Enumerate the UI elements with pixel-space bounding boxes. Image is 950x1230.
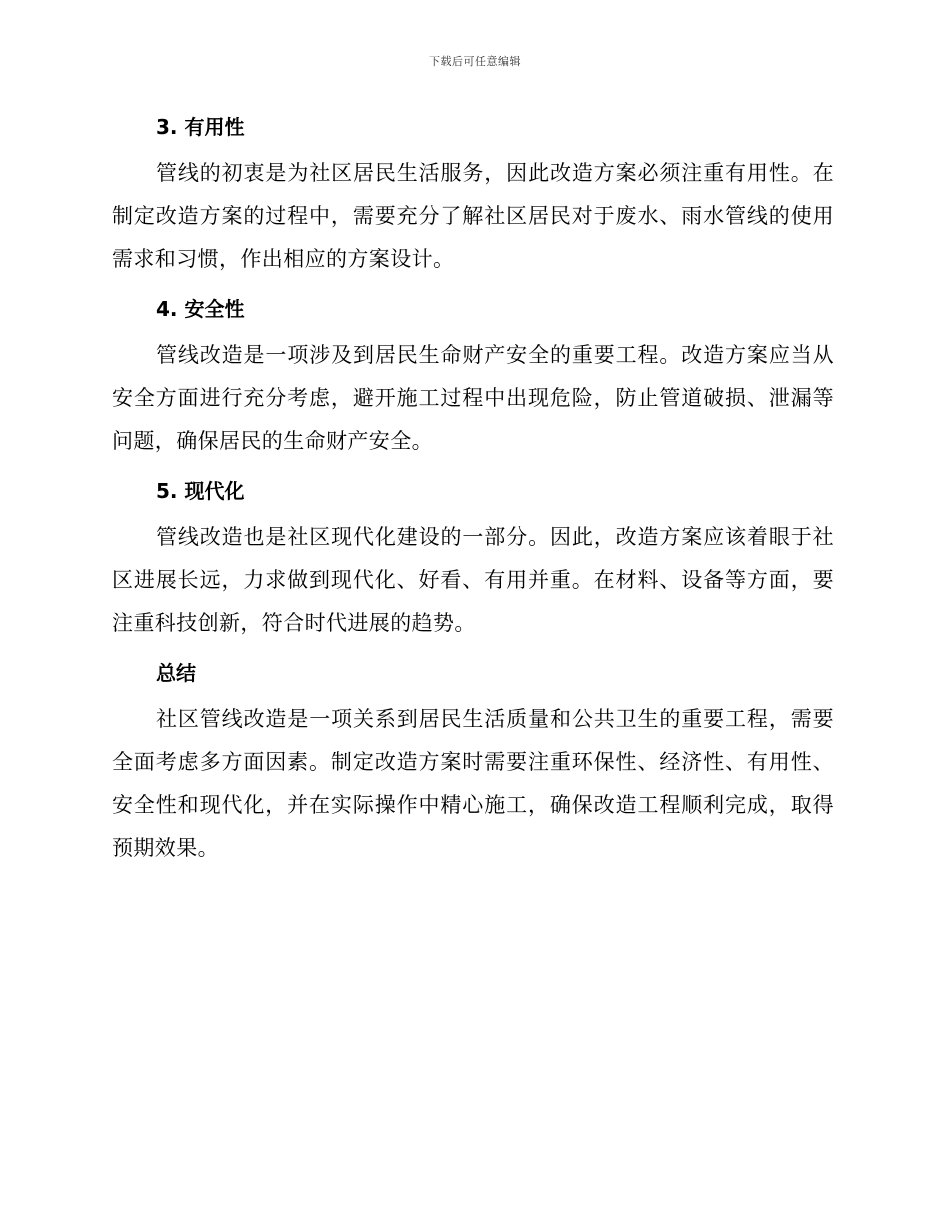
section-usefulness [112,107,834,281]
document-body [112,107,834,878]
section-title: 4. 安全性 [156,297,245,321]
section-paragraph: 管线改造也是社区现代化建设的一部分。因此，改造方案应该着眼于社区进展长远，力求做到现代化、好看、有用并重。在材料、设备等方面，要注重科技创新，符合时代进展的趋势。 [112,525,834,635]
section-title: 总结 [156,661,196,685]
section-paragraph: 社区管线改造是一项关系到居民生活质量和公共卫生的重要工程，需要全面考虑多方面因素。制定改造方案时需要注重环保性、经济性、有用性、安全性和现代化，并在实际操作中精心施工，确保改造工程顺利完成，取得预期效果。 [112,707,834,860]
section-paragraph: 管线的初衷是为社区居民生活服务，因此改造方案必须注重有用性。在制定改造方案的过程中，需要充分了解社区居民对于废水、雨水管线的使用需求和习惯，作出相应的方案设计。 [112,161,834,271]
section-title: 5. 现代化 [156,479,245,503]
page-header: 下载后可任意编辑 [429,55,521,68]
section-safety [112,289,834,463]
section-modernization [112,471,834,645]
section-paragraph: 管线改造是一项涉及到居民生命财产安全的重要工程。改造方案应当从安全方面进行充分考虑，避开施工过程中出现危险，防止管道破损、泄漏等问题，确保居民的生命财产安全。 [112,343,834,453]
section-summary [112,653,834,870]
section-title: 3. 有用性 [156,115,245,139]
